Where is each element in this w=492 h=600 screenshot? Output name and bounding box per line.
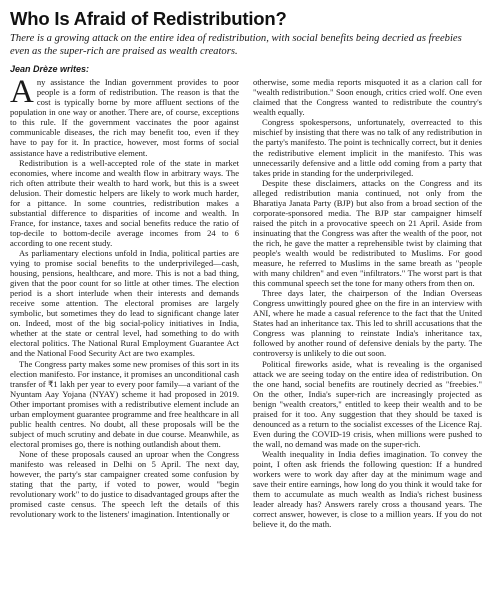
- article-body: [10, 77, 482, 565]
- article-title: Who Is Afraid of Redistribution?: [10, 8, 287, 29]
- article-standfirst: There is a growing attack on the entire idea of redistribution, with social benefits being decried as freebies even as the super-rich are praised as wealth creators.: [10, 33, 462, 57]
- left-column: [10, 77, 239, 565]
- paragraph: None of these proposals caused an uproar when the Congress manifesto was released in Delhi on 5 April. The next day, however, the party's star campaigner created some confusion by stating that the party, if voted to power, would "begin revolutionary work" to do justice to disadvantaged groups after the promised caste census. The speech left the details of this revolutionary work to the listeners' imagination. Intentionally or: [10, 448, 239, 520]
- paragraph: The Congress party makes some new promises of this sort in its election manifesto. For instance, it promises an unconditional cash transfer of ₹1 lakh per year to every poor family—a variant of the Nyuntam Aay Yojana (NYAY) scheme it had proposed in 2019. Other important promises with a redistributive element include an urban employment guarantee programme and free healthcare in all public health centres. No doubt, all these proposals will be the subject of much scrutiny and debate in due course. Meanwhile, as electoral promises go, there is nothing outlandish about them.: [10, 358, 239, 449]
- paragraph: Despite these disclaimers, attacks on the Congress and its alleged redistribution mania continued, not only from the Bharatiya Janata Party (BJP) but also from a broad section of the corporate-sponsored media. The BJP star campaigner himself raised the pitch in a provocative speech on 21 April. Aside from insinuating that the Congress was after the wealth of the poor, not the rich, he gave the matter a reprehensible twist by claiming that people's wealth would be redistributed to Muslims. For good measure, he referred to Muslims in the same breath as "people with many children" and even "infiltrators." The worst part is that this communal speech set the tone for many others from then on.: [253, 177, 482, 289]
- paragraph: Congress spokespersons, unfortunately, overreacted to this mischief by insisting that there was no talk of any redistribution in the party's manifesto. The point is technically correct, but it denies the redistributive element implicit in the manifesto. This was unnecessarily defensive and a little odd coming from a party that takes pride in standing for the underprivileged.: [253, 117, 482, 178]
- paragraph: As parliamentary elections unfold in India, political parties are vying to promise social benefits to the underprivileged—cash, housing, pensions, healthcare, and more. This is not a bad thing, given that the poor count for so little at other times. The election period is a short interlude when their interests and demands receive some attention. The electoral promises are largely symbolic, but sometimes they do lead to significant change later on. Indeed, most of the big social-policy initiatives in India, whether at the state or central level, had something to do with electoral politics. The National Rural Employment Guarantee Act and the National Food Security Act are two examples.: [10, 247, 239, 359]
- paragraph: Three days later, the chairperson of the Indian Overseas Congress unwittingly poured ghee on the fire in an interview with ANI, where he made a casual reference to the fact that the United States had an inheritance tax. This led to shrill accusations that the Congress was planning to reinstate India's inheritance tax, followed by another round of defensive denials by the party. The controversy is unlikely to die out soon.: [253, 288, 482, 359]
- paragraph: Wealth inequality in India defies imagination. To convey the point, I often ask friends the following question: If a hundred workers were to work day after day at the minimum wage and save their entire earnings, how long do you think it would take for them to accumulate as much wealth as India's richest business leader already has? Answers rarely cross a thousand years. The correct answer, however, is close to a million years. If you do not believe it, do the math.: [253, 448, 482, 530]
- drop-cap: A: [10, 77, 34, 111]
- right-column: [253, 77, 482, 565]
- paragraph-text: ny assistance the Indian government provides to poor people is a form of redistribution. The reason is that the cost is typically borne by more affluent sections of the population in one way or another. There are, of course, exceptions to this rule. If the government vaccinates the poor against communicable diseases, the rich may benefit too, even if they have to pay for it. In practice, however, most forms of social assistance have a redistributive element.: [10, 77, 239, 158]
- paragraph: otherwise, some media reports misquoted it as a clarion call for "wealth redistribution." Soon enough, critics cried wolf. One even claimed that the Congress wanted to redistribute the country's wealth equally.: [253, 77, 482, 118]
- paragraph: [10, 77, 239, 157]
- paragraph: Political fireworks aside, what is revealing is the organised attack we are seeing today on the entire idea of redistribution. On the one hand, social benefits are routinely decried as "freebies." On the other, India's super-rich are increasingly projected as benign "wealth creators," entitled to keep their wealth and to be praised for it too. Any suggestion that they should be taxed is denounced as a return to the socialist excesses of the Licence Raj. Even during the COVID-19 crisis, when millions were pushed to the wall, no demand was made on the super-rich.: [253, 358, 482, 449]
- paragraph: Redistribution is a well-accepted role of the state in market economies, where income and wealth flow in arbitrary ways. The rich often attribute their wealth to hard work, but this is a sweet delusion. Their domestic helpers are likely to work much harder, for a pittance. In some countries, redistribution makes a substantial difference to disparities of income and wealth. In France, for instance, taxes and social benefits reduce the ratio of top-decile to bottom-decile average incomes from 24 to 6 according to one recent study.: [10, 157, 239, 248]
- article-byline: Jean Drèze writes:: [10, 64, 90, 75]
